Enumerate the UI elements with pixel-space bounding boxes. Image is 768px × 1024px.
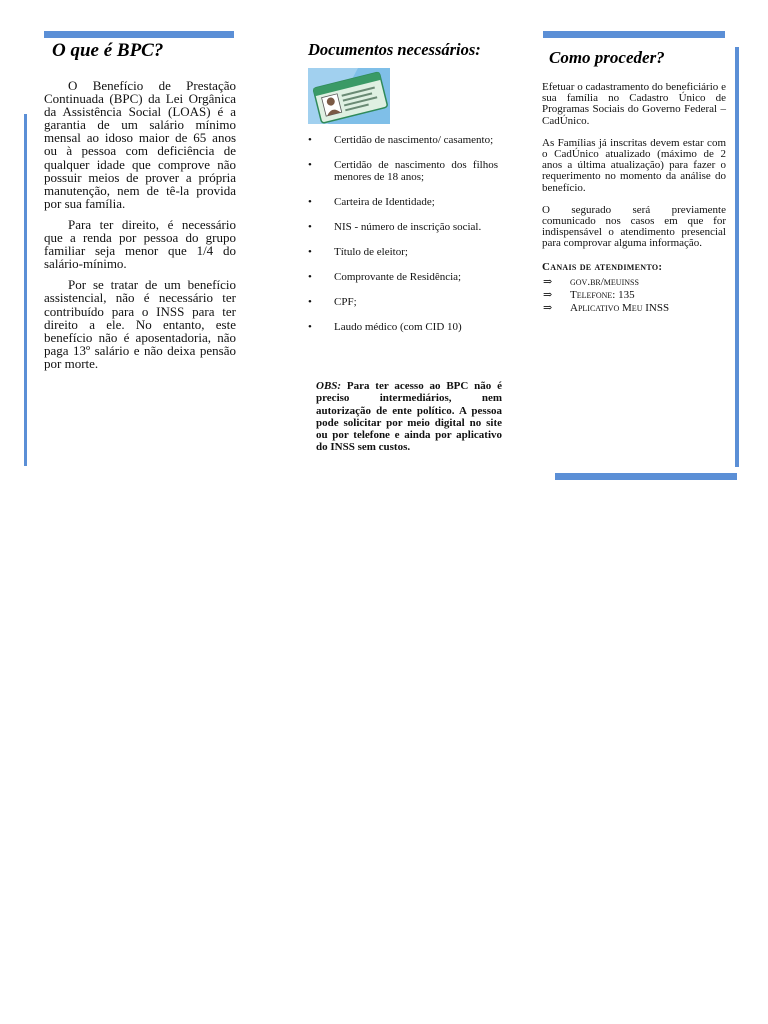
paragraph: Por se tratar de um benefício assistencial, não é necessário ter contribuído para o INSS para ter direito a ele. No entanto, este benefício não é aposentadoria, não paga 13º salário e não deixa pensão por morte. [44, 277, 236, 371]
list-item [300, 296, 498, 308]
column-required-documents [300, 40, 504, 454]
column-how-to-proceed [542, 40, 726, 315]
channel-item [542, 289, 726, 302]
double-arrow-icon: ⇒ [543, 275, 553, 288]
paragraph: Para ter direito, é necessário que a renda por pessoa do grupo familiar seja menor que 1/4 do salário-mínimo. [44, 216, 236, 272]
top-bar-left [44, 31, 234, 38]
bullet-icon: • [308, 196, 312, 209]
list-item-text: NIS - número de inscrição social. [334, 221, 482, 234]
channel-item [542, 302, 726, 315]
list-item [300, 134, 498, 146]
bullet-icon: • [308, 320, 312, 333]
left-vertical-bar [24, 114, 27, 466]
list-item-text: Carteira de Identidade; [334, 196, 435, 209]
list-item-text: Título de eleitor; [334, 246, 408, 259]
list-item [300, 321, 498, 333]
obs-text: Para ter acesso ao BPC não é preciso intermediários, nem autorização de ente político. A pessoa pode solicitar por meio digital no site ou por telefone e ainda por aplicativo do INSS sem custos. [316, 380, 502, 454]
id-card-photo-icon [308, 68, 390, 124]
double-arrow-icon: ⇒ [543, 301, 553, 314]
list-item [300, 246, 498, 258]
double-arrow-icon: ⇒ [543, 288, 553, 301]
paragraph: O segurado será previamente comunicado nos casos em que for indispensável o atendimento presencial para comprovar alguma informação. [542, 203, 726, 250]
paragraph: O Benefício de Prestação Continuada (BPC) da Lei Orgânica da Assistência Social (LOAS) é a garantia de um salário mínimo mensal ao idoso maior de 65 anos ou à pessoa com deficiência de qualquer idade que comprove não possuir meios de prover a própria manutenção, nem de tê-la provida por sua família. [44, 78, 236, 211]
list-item [300, 271, 498, 283]
bullet-icon: • [308, 134, 312, 146]
right-vertical-bar [735, 47, 739, 467]
section-title-how-to-proceed: Como proceder? [549, 48, 665, 67]
bottom-bar-right [555, 473, 737, 480]
channel-text: Telefone: 135 [570, 288, 635, 301]
list-item-text: Certidão de nascimento dos filhos menores de 18 anos; [334, 158, 498, 184]
list-item [300, 221, 498, 233]
channel-item [542, 276, 726, 289]
list-item-text: Laudo médico (com CID 10) [334, 320, 462, 333]
channels-list [542, 276, 726, 315]
what-is-bpc-body [44, 79, 236, 370]
paragraph: As Famílias já inscritas devem estar com o CadÚnico atualizado (máximo de 2 anos a última atualização) para fazer o requerimento no momento da análise do benefício. [542, 136, 726, 194]
list-item [300, 159, 498, 184]
channels-title: Canais de atendimento: [542, 260, 663, 273]
obs-label: OBS: [316, 380, 342, 392]
channel-text: Aplicativo Meu INSS [570, 301, 670, 314]
bullet-icon: • [308, 295, 312, 308]
list-item [300, 196, 498, 208]
list-item-text: Comprovante de Residência; [334, 270, 462, 283]
paragraph: Efetuar o cadastramento do beneficiário e sua família no Cadastro Único de Programas Sociais do Governo Federal – CadÚnico. [542, 81, 726, 127]
documents-list [300, 134, 498, 346]
top-bar-right [543, 31, 725, 38]
section-title-documents: Documentos necessários: [308, 40, 481, 59]
how-to-proceed-body [542, 82, 726, 315]
bullet-icon: • [308, 270, 312, 283]
list-item-text: Certidão de nascimento/ casamento; [334, 134, 494, 146]
list-item-text: CPF; [334, 295, 357, 308]
bullet-icon: • [308, 246, 312, 259]
column-what-is-bpc [44, 40, 236, 378]
bullet-icon: • [308, 221, 312, 234]
section-title-what-is-bpc: O que é BPC? [52, 40, 164, 61]
obs-note [316, 380, 502, 454]
channel-text: gov.br/meuinss [570, 275, 639, 288]
bullet-icon: • [308, 158, 312, 171]
